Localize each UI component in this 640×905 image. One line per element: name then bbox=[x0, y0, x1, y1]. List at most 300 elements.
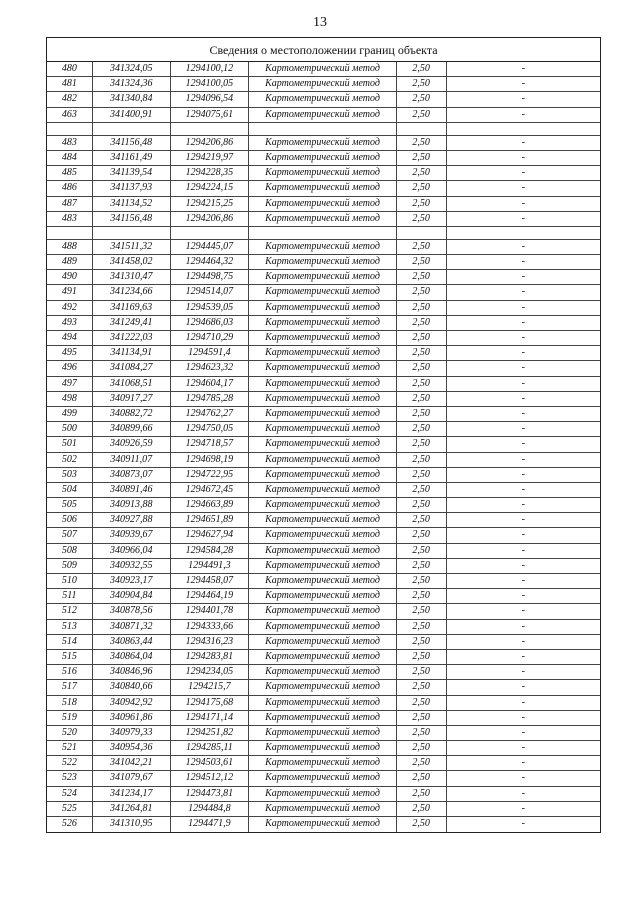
description-cell: - bbox=[521, 151, 525, 163]
method-cell: Картометрический метод bbox=[249, 136, 396, 150]
point-number-cell: 496 bbox=[47, 361, 93, 375]
method-cell: Картометрический метод bbox=[249, 240, 396, 254]
x-coordinate-cell: 340961,86 bbox=[93, 711, 171, 725]
method-cell: Картометрический метод bbox=[249, 787, 396, 801]
accuracy-cell: 2,50 bbox=[397, 756, 447, 770]
x-coordinate-cell: 341134,52 bbox=[93, 197, 171, 211]
accuracy-cell: 2,50 bbox=[397, 77, 447, 91]
y-coordinate-cell: 1294484,8 bbox=[171, 802, 250, 816]
method-cell: Картометрический метод bbox=[249, 513, 396, 527]
table-row bbox=[47, 166, 600, 181]
point-number-cell: 499 bbox=[47, 407, 93, 421]
table-row bbox=[47, 361, 600, 376]
method-cell: Картометрический метод bbox=[249, 108, 396, 122]
table-row bbox=[47, 377, 600, 392]
accuracy-cell: 2,50 bbox=[397, 620, 447, 634]
table-row bbox=[47, 108, 600, 123]
accuracy-cell: 2,50 bbox=[397, 589, 447, 603]
point-number-cell: 526 bbox=[47, 817, 93, 832]
description-cell: - bbox=[521, 332, 525, 343]
table-row bbox=[47, 136, 600, 151]
point-number-cell: 497 bbox=[47, 377, 93, 391]
x-coordinate-cell: 340878,56 bbox=[93, 604, 171, 618]
description-cell: - bbox=[521, 392, 525, 404]
x-coordinate-cell: 340863,44 bbox=[93, 635, 171, 649]
method-cell: Картометрический метод bbox=[249, 741, 396, 755]
y-coordinate-cell: 1294100,12 bbox=[171, 62, 250, 76]
description-cell: - bbox=[521, 136, 525, 148]
x-coordinate-cell: 341139,54 bbox=[93, 166, 171, 180]
table-row bbox=[47, 331, 600, 346]
point-number-cell: 521 bbox=[47, 741, 93, 755]
point-number-cell: 490 bbox=[47, 270, 93, 284]
point-number-cell: 488 bbox=[47, 240, 93, 254]
accuracy-cell: 2,50 bbox=[397, 437, 447, 451]
method-cell: Картометрический метод bbox=[249, 771, 396, 785]
method-cell: Картометрический метод bbox=[249, 559, 396, 573]
y-coordinate-cell: 1294464,32 bbox=[171, 255, 250, 269]
method-cell: Картометрический метод bbox=[249, 711, 396, 725]
method-cell: Картометрический метод bbox=[249, 650, 396, 664]
point-number-cell: 492 bbox=[47, 301, 93, 315]
x-coordinate-cell: 341340,84 bbox=[93, 92, 171, 106]
description-cell: - bbox=[521, 635, 525, 647]
y-coordinate-cell: 1294512,12 bbox=[171, 771, 250, 785]
accuracy-cell: 2,50 bbox=[397, 407, 447, 421]
x-coordinate-cell: 341134,91 bbox=[93, 346, 171, 360]
x-coordinate-cell: 341137,93 bbox=[93, 181, 171, 195]
accuracy-cell: 2,50 bbox=[397, 665, 447, 679]
accuracy-cell: 2,50 bbox=[397, 377, 447, 391]
y-coordinate-cell: 1294096,54 bbox=[171, 92, 250, 106]
method-cell: Картометрический метод bbox=[249, 756, 396, 770]
accuracy-cell: 2,50 bbox=[397, 650, 447, 664]
description-cell: - bbox=[521, 605, 525, 617]
point-number-cell: 510 bbox=[47, 574, 93, 588]
y-coordinate-cell: 1294224,15 bbox=[171, 181, 250, 195]
y-coordinate-cell: 1294672,45 bbox=[171, 483, 250, 497]
accuracy-cell: 2,50 bbox=[397, 817, 447, 832]
x-coordinate-cell: 341222,03 bbox=[93, 331, 171, 345]
description-cell: - bbox=[521, 167, 525, 179]
x-coordinate-cell: 340846,96 bbox=[93, 665, 171, 679]
x-coordinate-cell: 340891,46 bbox=[93, 483, 171, 497]
empty-cell bbox=[171, 227, 250, 239]
table-row bbox=[47, 197, 600, 212]
table-row bbox=[47, 92, 600, 107]
empty-cell bbox=[397, 123, 447, 135]
point-number-cell: 485 bbox=[47, 166, 93, 180]
accuracy-cell: 2,50 bbox=[397, 680, 447, 694]
table-row bbox=[47, 665, 600, 680]
x-coordinate-cell: 341264,81 bbox=[93, 802, 171, 816]
empty-cell bbox=[47, 123, 93, 135]
accuracy-cell: 2,50 bbox=[397, 361, 447, 375]
point-number-cell: 505 bbox=[47, 498, 93, 512]
method-cell: Картометрический метод bbox=[249, 270, 396, 284]
x-coordinate-cell: 341156,48 bbox=[93, 136, 171, 150]
point-number-cell: 491 bbox=[47, 285, 93, 299]
x-coordinate-cell: 340979,33 bbox=[93, 726, 171, 740]
method-cell: Картометрический метод bbox=[249, 422, 396, 436]
description-cell: - bbox=[521, 63, 525, 74]
x-coordinate-cell: 341156,48 bbox=[93, 212, 171, 226]
accuracy-cell: 2,50 bbox=[397, 285, 447, 299]
method-cell: Картометрический метод bbox=[249, 696, 396, 710]
description-cell: - bbox=[521, 438, 525, 450]
point-number-cell: 493 bbox=[47, 316, 93, 330]
y-coordinate-cell: 1294228,35 bbox=[171, 166, 250, 180]
y-coordinate-cell: 1294206,86 bbox=[171, 136, 250, 150]
empty-cell bbox=[447, 123, 600, 135]
description-cell: - bbox=[521, 256, 525, 268]
x-coordinate-cell: 340840,66 bbox=[93, 680, 171, 694]
accuracy-cell: 2,50 bbox=[397, 787, 447, 801]
method-cell: Картометрический метод bbox=[249, 392, 396, 406]
x-coordinate-cell: 341324,36 bbox=[93, 77, 171, 91]
table-row bbox=[47, 589, 600, 604]
method-cell: Картометрический метод bbox=[249, 802, 396, 816]
empty-cell bbox=[249, 123, 396, 135]
x-coordinate-cell: 341234,66 bbox=[93, 285, 171, 299]
description-cell: - bbox=[521, 407, 525, 419]
point-number-cell: 498 bbox=[47, 392, 93, 406]
table-row bbox=[47, 422, 600, 437]
method-cell: Картометрический метод bbox=[249, 680, 396, 694]
y-coordinate-cell: 1294539,05 bbox=[171, 301, 250, 315]
x-coordinate-cell: 341249,41 bbox=[93, 316, 171, 330]
table-row bbox=[47, 635, 600, 650]
accuracy-cell: 2,50 bbox=[397, 108, 447, 122]
method-cell: Картометрический метод bbox=[249, 437, 396, 451]
description-cell: - bbox=[521, 362, 525, 374]
table-row bbox=[47, 316, 600, 331]
accuracy-cell: 2,50 bbox=[397, 741, 447, 755]
point-number-cell: 516 bbox=[47, 665, 93, 679]
table-row bbox=[47, 62, 600, 77]
group-separator-row bbox=[47, 123, 600, 136]
point-number-cell: 489 bbox=[47, 255, 93, 269]
table-row bbox=[47, 726, 600, 741]
method-cell: Картометрический метод bbox=[249, 166, 396, 180]
method-cell: Картометрический метод bbox=[249, 377, 396, 391]
y-coordinate-cell: 1294785,28 bbox=[171, 392, 250, 406]
y-coordinate-cell: 1294100,05 bbox=[171, 77, 250, 91]
y-coordinate-cell: 1294464,19 bbox=[171, 589, 250, 603]
table-row bbox=[47, 574, 600, 589]
y-coordinate-cell: 1294604,17 bbox=[171, 377, 250, 391]
method-cell: Картометрический метод bbox=[249, 77, 396, 91]
point-number-cell: 502 bbox=[47, 453, 93, 467]
y-coordinate-cell: 1294663,89 bbox=[171, 498, 250, 512]
point-number-cell: 520 bbox=[47, 726, 93, 740]
point-number-cell: 500 bbox=[47, 422, 93, 436]
description-cell: - bbox=[521, 197, 525, 209]
point-number-cell: 511 bbox=[47, 589, 93, 603]
description-cell: - bbox=[521, 240, 525, 252]
x-coordinate-cell: 341161,49 bbox=[93, 151, 171, 165]
description-cell: - bbox=[521, 757, 525, 769]
point-number-cell: 522 bbox=[47, 756, 93, 770]
y-coordinate-cell: 1294591,4 bbox=[171, 346, 250, 360]
description-cell: - bbox=[521, 468, 525, 480]
y-coordinate-cell: 1294285,11 bbox=[171, 741, 250, 755]
accuracy-cell: 2,50 bbox=[397, 92, 447, 106]
description-cell: - bbox=[521, 620, 525, 632]
x-coordinate-cell: 341169,63 bbox=[93, 301, 171, 315]
description-cell: - bbox=[521, 590, 525, 602]
method-cell: Картометрический метод bbox=[249, 604, 396, 618]
table-row bbox=[47, 270, 600, 285]
accuracy-cell: 2,50 bbox=[397, 166, 447, 180]
method-cell: Картометрический метод bbox=[249, 301, 396, 315]
method-cell: Картометрический метод bbox=[249, 151, 396, 165]
accuracy-cell: 2,50 bbox=[397, 197, 447, 211]
method-cell: Картометрический метод bbox=[249, 726, 396, 740]
y-coordinate-cell: 1294316,23 bbox=[171, 635, 250, 649]
x-coordinate-cell: 340954,36 bbox=[93, 741, 171, 755]
method-cell: Картометрический метод bbox=[249, 407, 396, 421]
x-coordinate-cell: 341068,51 bbox=[93, 377, 171, 391]
description-cell: - bbox=[521, 271, 525, 283]
table-row bbox=[47, 711, 600, 726]
description-cell: - bbox=[521, 423, 525, 435]
table-row bbox=[47, 498, 600, 513]
y-coordinate-cell: 1294491,3 bbox=[171, 559, 250, 573]
table-row bbox=[47, 301, 600, 316]
accuracy-cell: 2,50 bbox=[397, 574, 447, 588]
description-cell: - bbox=[521, 78, 525, 90]
x-coordinate-cell: 341084,27 bbox=[93, 361, 171, 375]
y-coordinate-cell: 1294623,32 bbox=[171, 361, 250, 375]
description-cell: - bbox=[521, 108, 525, 120]
table-row bbox=[47, 181, 600, 196]
point-number-cell: 484 bbox=[47, 151, 93, 165]
description-cell: - bbox=[521, 650, 525, 662]
y-coordinate-cell: 1294458,07 bbox=[171, 574, 250, 588]
point-number-cell: 525 bbox=[47, 802, 93, 816]
accuracy-cell: 2,50 bbox=[397, 635, 447, 649]
empty-cell bbox=[93, 227, 171, 239]
x-coordinate-cell: 340911,07 bbox=[93, 453, 171, 467]
point-number-cell: 501 bbox=[47, 437, 93, 451]
x-coordinate-cell: 340873,07 bbox=[93, 468, 171, 482]
accuracy-cell: 2,50 bbox=[397, 346, 447, 360]
y-coordinate-cell: 1294498,75 bbox=[171, 270, 250, 284]
y-coordinate-cell: 1294215,7 bbox=[171, 680, 250, 694]
table-row bbox=[47, 285, 600, 300]
table-row bbox=[47, 468, 600, 483]
description-cell: - bbox=[521, 726, 525, 738]
empty-cell bbox=[47, 227, 93, 239]
method-cell: Картометрический метод bbox=[249, 498, 396, 512]
accuracy-cell: 2,50 bbox=[397, 468, 447, 482]
y-coordinate-cell: 1294215,25 bbox=[171, 197, 250, 211]
table-row bbox=[47, 392, 600, 407]
y-coordinate-cell: 1294503,61 bbox=[171, 756, 250, 770]
description-cell: - bbox=[521, 711, 525, 723]
point-number-cell: 517 bbox=[47, 680, 93, 694]
description-cell: - bbox=[521, 182, 525, 194]
empty-cell bbox=[93, 123, 171, 135]
y-coordinate-cell: 1294471,9 bbox=[171, 817, 250, 832]
accuracy-cell: 2,50 bbox=[397, 604, 447, 618]
point-number-cell: 519 bbox=[47, 711, 93, 725]
y-coordinate-cell: 1294762,27 bbox=[171, 407, 250, 421]
description-cell: - bbox=[521, 666, 525, 678]
y-coordinate-cell: 1294473,81 bbox=[171, 787, 250, 801]
description-cell: - bbox=[521, 499, 525, 511]
method-cell: Картометрический метод bbox=[249, 453, 396, 467]
method-cell: Картометрический метод bbox=[249, 331, 396, 345]
y-coordinate-cell: 1294722,95 bbox=[171, 468, 250, 482]
point-number-cell: 486 bbox=[47, 181, 93, 195]
x-coordinate-cell: 340926,59 bbox=[93, 437, 171, 451]
point-number-cell: 508 bbox=[47, 544, 93, 558]
method-cell: Картометрический метод bbox=[249, 285, 396, 299]
empty-cell bbox=[249, 227, 396, 239]
method-cell: Картометрический метод bbox=[249, 197, 396, 211]
point-number-cell: 523 bbox=[47, 771, 93, 785]
x-coordinate-cell: 341042,21 bbox=[93, 756, 171, 770]
point-number-cell: 504 bbox=[47, 483, 93, 497]
y-coordinate-cell: 1294750,05 bbox=[171, 422, 250, 436]
accuracy-cell: 2,50 bbox=[397, 422, 447, 436]
accuracy-cell: 2,50 bbox=[397, 212, 447, 226]
y-coordinate-cell: 1294251,82 bbox=[171, 726, 250, 740]
method-cell: Картометрический метод bbox=[249, 528, 396, 542]
description-cell: - bbox=[521, 483, 525, 495]
point-number-cell: 518 bbox=[47, 696, 93, 710]
method-cell: Картометрический метод bbox=[249, 620, 396, 634]
accuracy-cell: 2,50 bbox=[397, 528, 447, 542]
x-coordinate-cell: 341079,67 bbox=[93, 771, 171, 785]
point-number-cell: 509 bbox=[47, 559, 93, 573]
empty-cell bbox=[447, 227, 600, 239]
method-cell: Картометрический метод bbox=[249, 255, 396, 269]
x-coordinate-cell: 341400,91 bbox=[93, 108, 171, 122]
empty-cell bbox=[397, 227, 447, 239]
table-row bbox=[47, 407, 600, 422]
x-coordinate-cell: 340939,67 bbox=[93, 528, 171, 542]
accuracy-cell: 2,50 bbox=[397, 270, 447, 284]
method-cell: Картометрический метод bbox=[249, 361, 396, 375]
method-cell: Картометрический метод bbox=[249, 346, 396, 360]
accuracy-cell: 2,50 bbox=[397, 453, 447, 467]
group-separator-row bbox=[47, 227, 600, 240]
table-row bbox=[47, 787, 600, 802]
method-cell: Картометрический метод bbox=[249, 483, 396, 497]
method-cell: Картометрический метод bbox=[249, 589, 396, 603]
point-number-cell: 503 bbox=[47, 468, 93, 482]
y-coordinate-cell: 1294401,78 bbox=[171, 604, 250, 618]
table-row bbox=[47, 483, 600, 498]
accuracy-cell: 2,50 bbox=[397, 559, 447, 573]
table-row bbox=[47, 255, 600, 270]
empty-cell bbox=[171, 123, 250, 135]
description-cell: - bbox=[521, 212, 525, 224]
table-row bbox=[47, 346, 600, 361]
method-cell: Картометрический метод bbox=[249, 62, 396, 76]
point-number-cell: 495 bbox=[47, 346, 93, 360]
table-body bbox=[47, 62, 600, 832]
description-cell: - bbox=[521, 529, 525, 541]
description-cell: - bbox=[521, 559, 525, 571]
y-coordinate-cell: 1294651,89 bbox=[171, 513, 250, 527]
table-row bbox=[47, 756, 600, 771]
table-row bbox=[47, 528, 600, 543]
method-cell: Картометрический метод bbox=[249, 468, 396, 482]
point-number-cell: 507 bbox=[47, 528, 93, 542]
x-coordinate-cell: 340913,88 bbox=[93, 498, 171, 512]
y-coordinate-cell: 1294219,97 bbox=[171, 151, 250, 165]
point-number-cell: 494 bbox=[47, 331, 93, 345]
description-cell: - bbox=[521, 681, 525, 693]
table-row bbox=[47, 620, 600, 635]
accuracy-cell: 2,50 bbox=[397, 483, 447, 497]
x-coordinate-cell: 340882,72 bbox=[93, 407, 171, 421]
description-cell: - bbox=[521, 286, 525, 298]
y-coordinate-cell: 1294710,29 bbox=[171, 331, 250, 345]
x-coordinate-cell: 340917,27 bbox=[93, 392, 171, 406]
table-row bbox=[47, 604, 600, 619]
table-row bbox=[47, 771, 600, 786]
x-coordinate-cell: 340904,84 bbox=[93, 589, 171, 603]
table-row bbox=[47, 802, 600, 817]
point-number-cell: 483 bbox=[47, 212, 93, 226]
y-coordinate-cell: 1294171,14 bbox=[171, 711, 250, 725]
accuracy-cell: 2,50 bbox=[397, 255, 447, 269]
description-cell: - bbox=[521, 377, 525, 389]
point-number-cell: 482 bbox=[47, 92, 93, 106]
point-number-cell: 524 bbox=[47, 787, 93, 801]
accuracy-cell: 2,50 bbox=[397, 151, 447, 165]
x-coordinate-cell: 341310,47 bbox=[93, 270, 171, 284]
table-row bbox=[47, 680, 600, 695]
accuracy-cell: 2,50 bbox=[397, 544, 447, 558]
table-row bbox=[47, 559, 600, 574]
description-cell: - bbox=[521, 772, 525, 784]
table-title: Сведения о местоположении границ объекта bbox=[47, 38, 600, 62]
boundary-table bbox=[46, 37, 601, 833]
y-coordinate-cell: 1294514,07 bbox=[171, 285, 250, 299]
x-coordinate-cell: 340864,04 bbox=[93, 650, 171, 664]
description-cell: - bbox=[521, 742, 525, 754]
description-cell: - bbox=[521, 514, 525, 526]
y-coordinate-cell: 1294718,57 bbox=[171, 437, 250, 451]
table-row bbox=[47, 212, 600, 227]
accuracy-cell: 2,50 bbox=[397, 711, 447, 725]
x-coordinate-cell: 340871,32 bbox=[93, 620, 171, 634]
description-cell: - bbox=[521, 347, 525, 359]
accuracy-cell: 2,50 bbox=[397, 498, 447, 512]
x-coordinate-cell: 341234,17 bbox=[93, 787, 171, 801]
description-cell: - bbox=[521, 316, 525, 328]
x-coordinate-cell: 341324,05 bbox=[93, 62, 171, 76]
point-number-cell: 506 bbox=[47, 513, 93, 527]
point-number-cell: 483 bbox=[47, 136, 93, 150]
description-cell: - bbox=[521, 802, 525, 814]
point-number-cell: 514 bbox=[47, 635, 93, 649]
y-coordinate-cell: 1294206,86 bbox=[171, 212, 250, 226]
table-row bbox=[47, 696, 600, 711]
y-coordinate-cell: 1294333,66 bbox=[171, 620, 250, 634]
y-coordinate-cell: 1294283,81 bbox=[171, 650, 250, 664]
y-coordinate-cell: 1294686,03 bbox=[171, 316, 250, 330]
point-number-cell: 515 bbox=[47, 650, 93, 664]
method-cell: Картометрический метод bbox=[249, 92, 396, 106]
accuracy-cell: 2,50 bbox=[397, 181, 447, 195]
